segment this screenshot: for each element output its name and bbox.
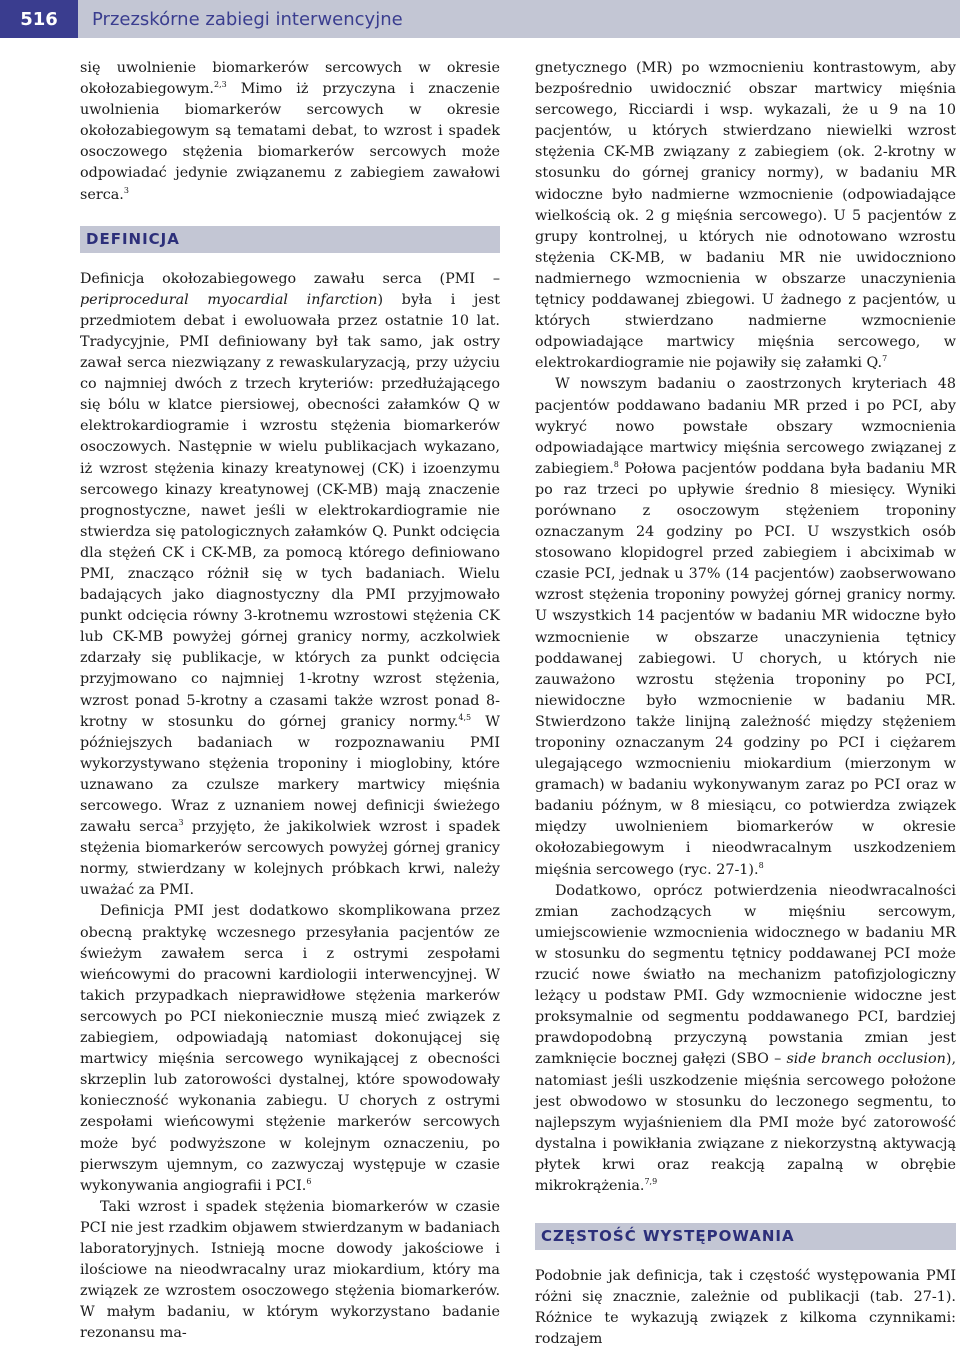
paragraph: Definicja PMI jest dodatkowo skomplikowana przez obecną praktykę wczesnego przesyłania pacjentów ze świeżym zawałem serca i z ostrymi zespołami wieńcowymi do pracowni kardiologii interwencyjnej. W takich przypadkach nieprawidłowe stężenia markerów sercowych po PCI niekoniecznie muszą mieć związek z zabiegiem, odpowiadają natomiast dokonującej się martwicy mięśnia sercowego wynikającej z obecności skrzeplin lub zatorowości dystalnej, które spowodowały konieczność wykonania zabiegu. U chorych z ostrymi zespołami wieńcowymi stężenie markerów sercowych może być podwyższone w kolejnym oznaczeniu, po pierwszym ujemnym, co zazwyczaj występuje w czasie wykonywania angiografii i PCI.$^6$ — [80, 903, 500, 1194]
section-heading-definition: DEFINICJA — [80, 226, 500, 253]
reference: 8 — [758, 860, 764, 870]
reference: 3 — [178, 818, 184, 828]
right-column — [535, 58, 956, 1350]
paragraph: Taki wzrost i spadek stężenia biomarkerów w czasie PCI nie jest rzadkim objawem stwierdzanym w badaniach laboratoryjnych. Istnieją mocne dowody jakościowe i ilościowe na nieodwracalny uraz miokardium, który ma związek ze wzrostem osoczowego stężenia biomarkerów. W małym badaniu, w którym wykorzystano badanie rezonansu ma- — [80, 1198, 500, 1342]
page-header — [0, 0, 960, 38]
reference: 8 — [613, 459, 619, 469]
reference: 7,9 — [644, 1176, 658, 1186]
reference: 3 — [123, 185, 129, 195]
running-title: Przezskórne zabiegi interwencyjne — [92, 8, 403, 30]
paragraph: Dodatkowo, oprócz potwierdzenia nieodwracalności zmian zachodzących w mięśniu sercowym, umiejscowienie wzmocnienia widocznego w badaniu MR w stosunku do segmentu tętnicy poddawanej PCI może rzucić nowe światło na mechanizm patofizjologiczny leżący u podstaw PMI. Gdy wzmocnienie widoczne jest proksymalnie od segmentu poddawanego PCI, bardziej prawdopodobną przyczyną powstania zmian jest zamknięcie bocznej gałęzi (SBO – side branch occlusion), natomiast jeśli uszkodzenie mięśnia sercowego położone jest obwodowo w stosunku do leczonego segmentu, to najlepszym wyjaśnieniem dla PMI może być zatorowość dystalna i powikłania związane z niekorzystną aktywacją płytek krwi oraz reakcją zapalną w obrębie mikrokrążenia.$^{7,9}$ — [535, 882, 956, 1194]
paragraph: Definicja okołozabiegowego zawału serca (PMI – periprocedural myocardial infarction) była i jest przedmiotem debat i ewoluowała przez ostatnie 10 lat. Tradycyjnie, PMI definiowany był tak samo, jak ostry zawał serca niezwiązany z rewaskularyzacją, przy użyciu co najmniej dwóch z trzech kryteriów: przedłużającego się bólu w klatce piersiowej, obecności załamków Q w elektrokardiogramie i wzrostu stężenia biomarkerów osoczowych. Następnie w wielu publikacjach wykazano, iż wzrost stężenia kinazy kreatynowej (CK) i izoenzymu sercowego kinazy kreatynowej (CK-MB) mają znaczenie prognostyczne, nawet jeśli w elektrokardiogramie nie stwierdza się patologicznych załamków Q. Punkt odcięcia dla stężeń CK i CK-MB, za pomocą którego definiowano PMI, znacząco różnił się w tych badaniach. Wielu badających jako diagnostyczny dla PMI przyjmowało punkt odcięcia równy 3-krotnemu wzrostowi stężenia CK lub CK-MB powyżej górnej granicy normy, aczkolwiek zdarzały się publikacje, w których za punkt odcięcia przyjmowano co najmniej 1-krotny wzrost stężenia, wzrost ponad 5-krotny a czasami także wzrost ponad 8-krotny w stosunku do górnej granicy normy.$^{4,5}$ W późniejszych badaniach w rozpoznawaniu PMI wykorzystywano stężenia troponiny i mioglobiny, które uznawano za czulsze markery martwicy mięśnia sercowego. Wraz z uznaniem nowej definicji świeżego zawału serca$^3$ przyjęto, że jakikolwiek wzrost i spadek stężenia biomarkerów sercowych powyżej górnej granicy normy, stwierdzany w kolejnych próbkach krwi, należy uważać za PMI. — [80, 270, 500, 899]
reference: 2,3 — [213, 80, 227, 90]
paragraph: gnetycznego (MR) po wzmocnieniu kontrastowym, aby bezpośrednio uwidocznić obszar martwicy mięśnia sercowego, Ricciardi i wsp. wykazali, że u 9 na 10 pacjentów, u których stwierdzano niewielki wzrost stężenia CK-MB związany z zabiegiem (ok. 2-krotny w stosunku do górnej granicy normy), w badaniu MR widoczne było nadmierne wzmocnienie (odpowiadające wielkością ok. 2 g mięśnia sercowego). U 5 pacjentów z grupy kontrolnej, u których nie odnotowano wzrostu stężenia CK-MB, w badaniu MR nie uwidoczniono nadmiernego wzmocnienia w obszarze unaczynienia tętnicy poddawanej zbiegowi. U żadnego z pacjentów, u których stwierdzano nadmierne wzmocnienie odpowiadające martwicy mięśnia sercowego, w elektrokardiogramie nie pojawiły się załamki Q.$^7$ — [535, 60, 956, 372]
paragraph: się uwolnienie biomarkerów sercowych w okresie okołozabiegowym.$^{2,3}$ Mimo iż przyczyna i znaczenie uwolnienia biomarkerów sercowych w okresie okołozabiegowym są tematami debat, to wzrost i spadek osoczowego stężenia biomarkerów sercowych może odpowiadać jedynie związanemu z zabiegiem zawałowi serca.$^3$ — [80, 60, 500, 203]
section-heading-frequency: CZĘSTOŚĆ WYSTĘPOWANIA — [535, 1223, 956, 1250]
paragraph: W nowszym badaniu o zaostrzonych kryteriach 48 pacjentów poddawano badaniu MR przed i po PCI, aby wykryć nowo powstałe obszary wzmocnienia odpowiadające martwicy mięśnia sercowego związanej z zabiegiem.$^8$ Połowa pacjentów poddana była badaniu MR po raz trzeci po upływie średnio 8 miesięcy. Wyniki porównano z osoczowym stężeniem troponiny oznaczanym 24 godziny po PCI. U wszystkich osób stosowano klopidogrel przed zabiegiem i abciximab w czasie PCI, jednak u 37% (14 pacjentów) zaobserwowano wzrost stężenia troponiny powyżej górnej granicy normy. U wszystkich 14 pacjentów w badaniu MR widoczne było wzmocnienie w obszarze unaczynienia tętnicy poddawanej zabiegowi. U chorych, u których nie zauważono wzrostu stężenia troponiny po PCI, niewidoczne było wzmocnienie w badaniu MR. Stwierdzono także linijną zależność między stężeniem troponiny oznaczanym 24 godziny po PCI i ciężarem ulegającego wzmocnieniu miokardium (mierzonym w gramach) w badaniu wykonywanym zaraz po PCI oraz w badaniu późnym, w 8 miesiącu, co potwierdza związek między uwolnieniem biomarkerów w okresie okołozabiegowym i nieodwracalnym uszkodzeniem mięśnia sercowego (ryc. 27-1).$^8$ — [535, 376, 956, 878]
reference: 7 — [882, 354, 888, 364]
paragraph: Podobnie jak definicja, tak i częstość występowania PMI różni się znacznie, zależnie od publikacji (tab. 27-1). Różnice te wykazują związek z kilkoma czynnikami: rodzajem — [535, 1268, 956, 1348]
left-column — [80, 58, 500, 1344]
reference: 6 — [306, 1176, 312, 1186]
reference: 4,5 — [458, 712, 472, 722]
page-number: 516 — [0, 0, 78, 38]
